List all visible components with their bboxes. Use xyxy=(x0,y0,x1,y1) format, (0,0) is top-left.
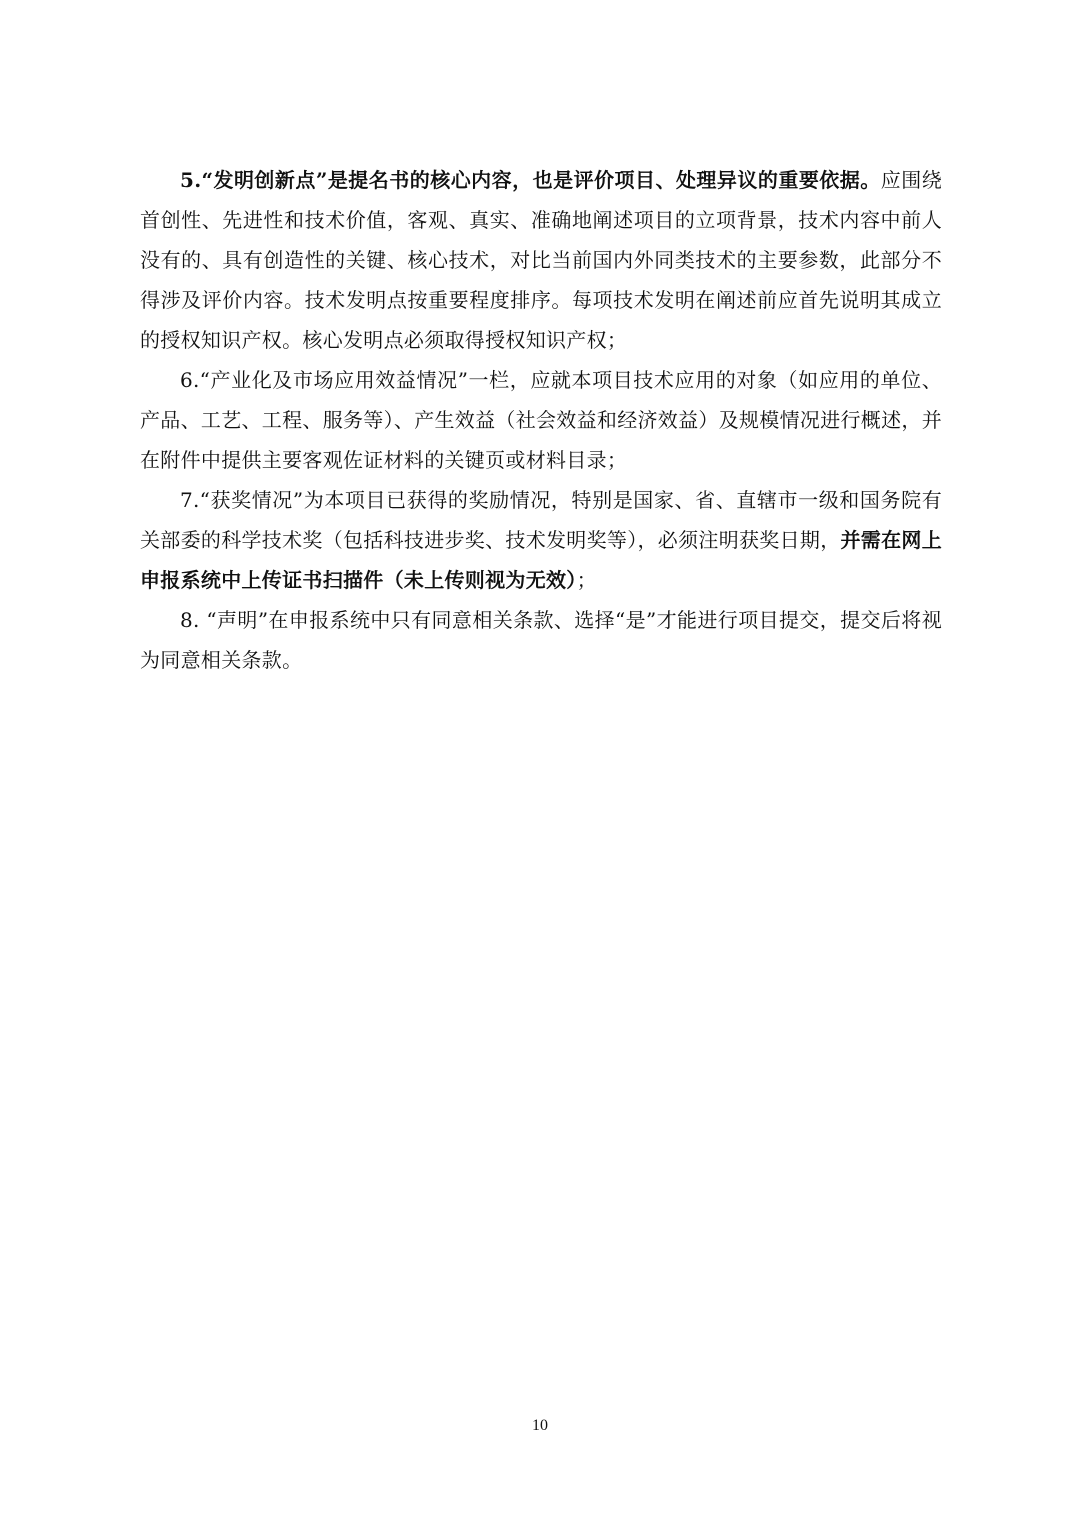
paragraph-industrialization-benefits xyxy=(140,360,942,480)
paragraph-7-text: 7.“获奖情况”为本项目已获得的奖励情况，特别是国家、省、直辖市一级和国务院有关部委的科学技术奖（包括科技进步奖、技术发明奖等），必须注明获奖日期， xyxy=(140,488,942,552)
page-number: 10 xyxy=(532,1417,548,1434)
paragraph-5-text: 应围绕首创性、先进性和技术价值，客观、真实、准确地阐述项目的立项背景，技术内容中前人没有的、具有创造性的关键、核心技术，对比当前国内外同类技术的主要参数，此部分不得涉及评价内容。技术发明点按重要程度排序。每项技术发明在阐述前应首先说明其成立的授权知识产权。核心发明点必须取得授权知识产权； xyxy=(140,168,943,352)
paragraph-7-bold-tail: 并需在网上申报系统中上传证书扫描件（未上传则视为无效） xyxy=(140,528,942,592)
paragraph-7-tail: ； xyxy=(576,568,597,592)
paragraph-award-information xyxy=(140,480,942,600)
instructions-body xyxy=(140,160,942,680)
paragraph-8-text: 8. “声明”在申报系统中只有同意相关条款、选择“是”才能进行项目提交，提交后将视为同意相关条款。 xyxy=(140,608,942,672)
paragraph-5-bold-lead: 5.“发明创新点”是提名书的核心内容，也是评价项目、处理异议的重要依据。 xyxy=(180,168,881,192)
paragraph-declaration xyxy=(140,600,942,680)
paragraph-6-text: 6.“产业化及市场应用效益情况”一栏，应就本项目技术应用的对象（如应用的单位、产品、工艺、工程、服务等）、产生效益（社会效益和经济效益）及规模情况进行概述，并在附件中提供主要客观佐证材料的关键页或材料目录； xyxy=(140,368,942,472)
paragraph-invention-innovation-points xyxy=(140,160,942,360)
